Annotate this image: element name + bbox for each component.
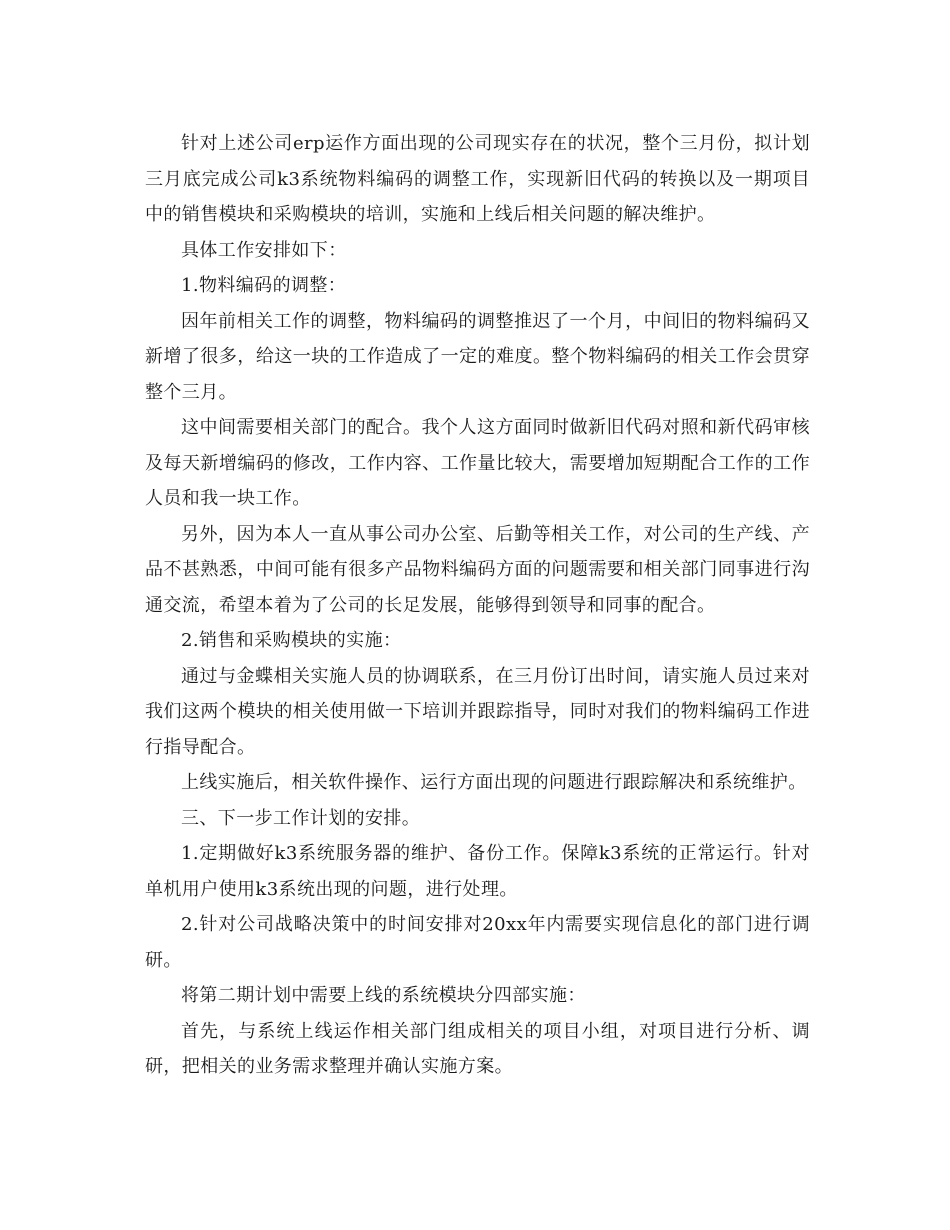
document-body [145, 126, 810, 1085]
paragraph-communication: 另外，因为本人一直从事公司办公室、后勤等相关工作，对公司的生产线、产品不甚熟悉，中间可能有很多产品物料编码方面的问题需要和相关部门同事进行沟通交流，希望本着为了公司的长足发展，能够得到领导和同事的配合。 [145, 523, 810, 616]
paragraph-first-step: 首先，与系统上线运作相关部门组成相关的项目小组，对项目进行分析、调研，把相关的业务需求整理并确认实施方案。 [145, 1020, 810, 1077]
paragraph-kingdee-training: 通过与金蝶相关实施人员的协调联系，在三月份订出时间，请实施人员过来对我们这两个模块的相关使用做一下培训并跟踪指导，同时对我们的物料编码工作进行指导配合。 [145, 665, 810, 758]
paragraph-plan-item-2: 2.针对公司战略决策中的时间安排对20xx年内需要实现信息化的部门进行调研。 [145, 914, 810, 971]
paragraph-section-1-heading: 1.物料编码的调整： [181, 275, 347, 296]
paragraph-plan-item-1: 1.定期做好k3系统服务器的维护、备份工作。保障k3系统的正常运行。针对单机用户使用k3系统出现的问题，进行处理。 [145, 843, 810, 900]
paragraph-material-coding-delay: 因年前相关工作的调整，物料编码的调整推迟了一个月，中间旧的物料编码又新增了很多，给这一块的工作造成了一定的难度。整个物料编码的相关工作会贯穿整个三月。 [145, 310, 810, 403]
paragraph-post-launch: 上线实施后，相关软件操作、运行方面出现的问题进行跟踪解决和系统维护。 [181, 772, 807, 793]
paragraph-intro: 针对上述公司erp运作方面出现的公司现实存在的状况，整个三月份，拟计划三月底完成公司k3系统物料编码的调整工作，实现新旧代码的转换以及一期项目中的销售模块和采购模块的培训，实施和上线后相关问题的解决维护。 [145, 133, 810, 225]
paragraph-section-2-heading: 2.销售和采购模块的实施： [181, 630, 402, 651]
paragraph-phase-two: 将第二期计划中需要上线的系统模块分四部实施： [181, 985, 586, 1006]
paragraph-arrangement-heading: 具体工作安排如下： [181, 239, 347, 261]
paragraph-next-steps-heading: 三、下一步工作计划的安排。 [181, 807, 421, 829]
paragraph-department-cooperation: 这中间需要相关部门的配合。我个人这方面同时做新旧代码对照和新代码审核及每天新增编码的修改，工作内容、工作量比较大，需要增加短期配合工作的工作人员和我一块工作。 [145, 417, 810, 509]
